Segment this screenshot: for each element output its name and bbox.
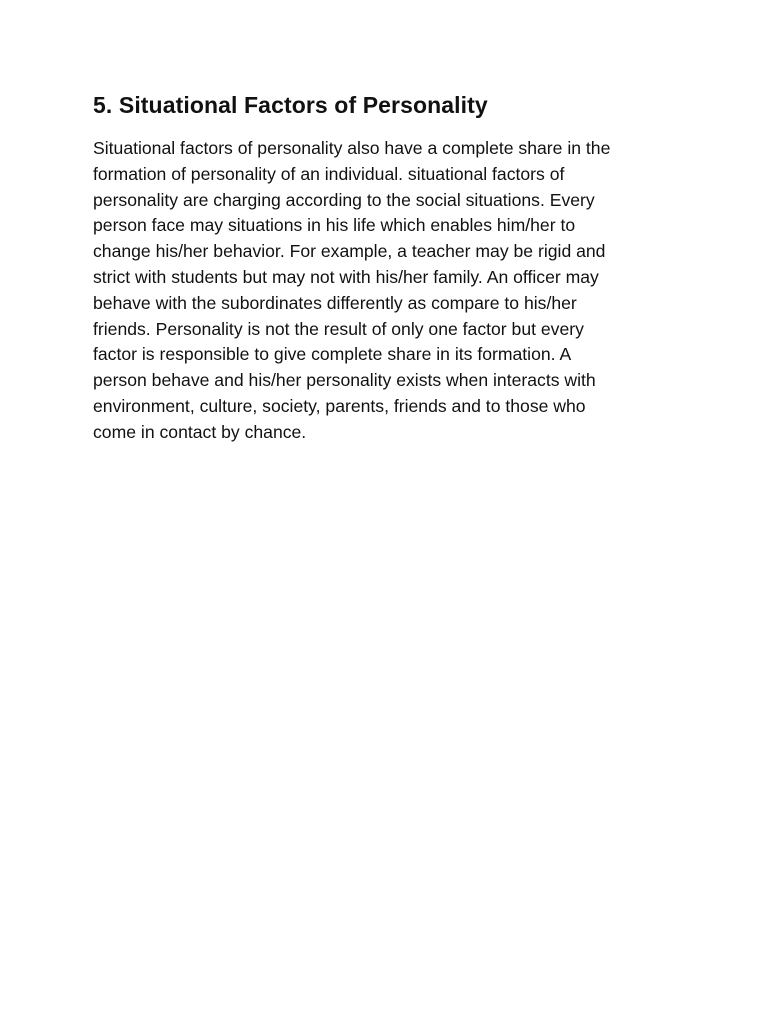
paragraph-line: person behave and his/her personality exists when interacts with: [93, 370, 596, 391]
paragraph-line: Situational factors of personality also have a complete share in the: [93, 138, 611, 158]
paragraph-line: personality are charging according to the social situations. Every: [93, 189, 595, 210]
document-content: [93, 90, 678, 446]
paragraph-line: formation of personality of an individual. situational factors of: [93, 163, 565, 184]
section-heading: 5. Situational Factors of Personality: [93, 92, 488, 118]
paragraph-line: behave with the subordinates differently as compare to his/her: [93, 292, 577, 313]
paragraph-line: factor is responsible to give complete share in its formation. A: [93, 344, 572, 365]
paragraph-line: friends. Personality is not the result of only one factor but every: [93, 318, 584, 339]
body-paragraph: [93, 136, 678, 446]
paragraph-line: person face may situations in his life which enables him/her to: [93, 215, 576, 236]
paragraph-line: come in contact by chance.: [93, 421, 307, 442]
paragraph-line: strict with students but may not with his/her family. An officer may: [93, 266, 599, 287]
paragraph-line: environment, culture, society, parents, friends and to those who: [93, 395, 586, 416]
paragraph-line: change his/her behavior. For example, a teacher may be rigid and: [93, 241, 606, 262]
